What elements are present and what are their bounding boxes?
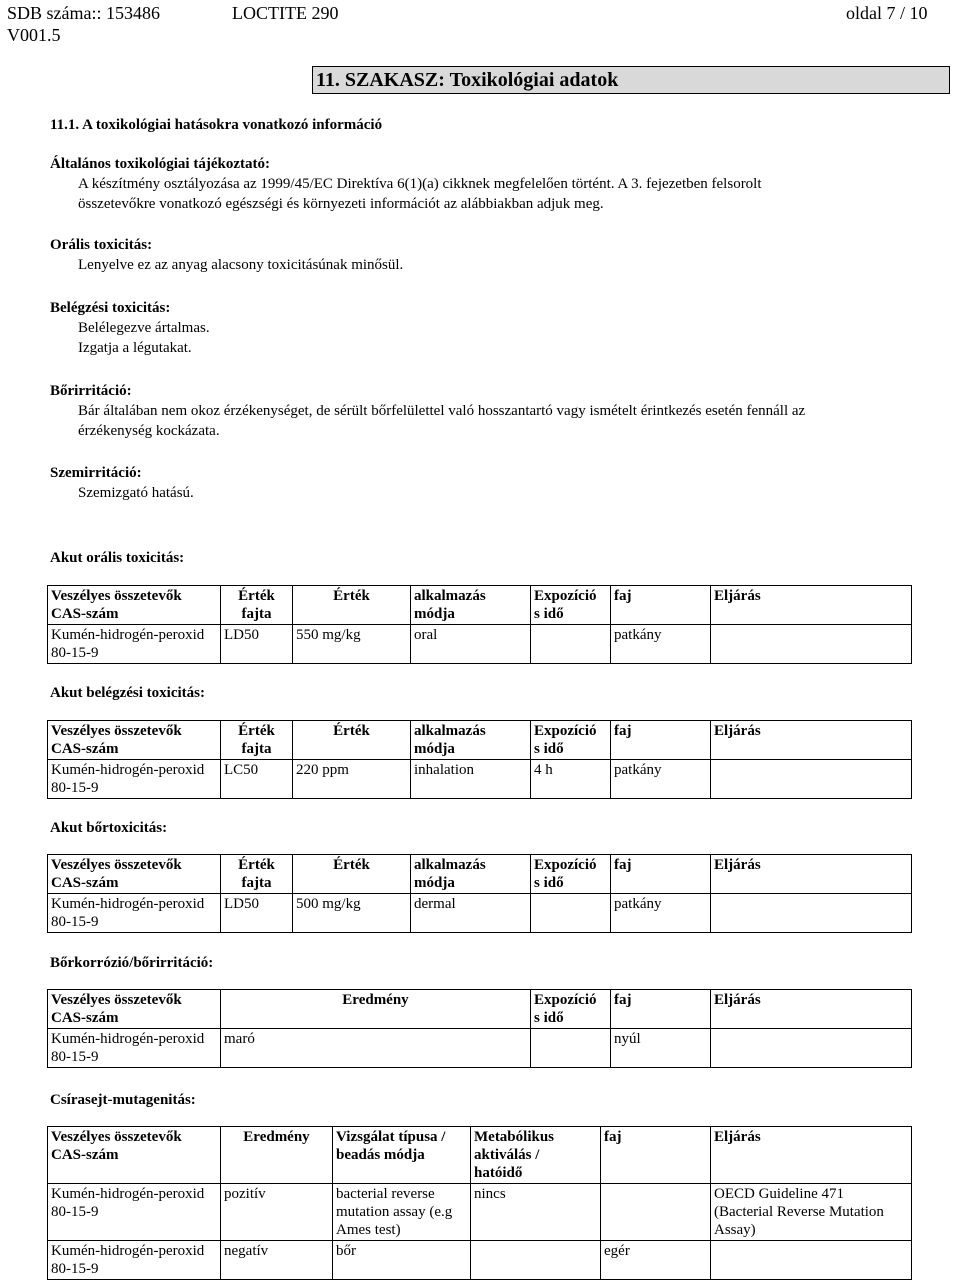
test-type-cell: bőr — [333, 1241, 471, 1280]
exposure-header: Expozíció s idő — [531, 586, 611, 625]
method-header: Eljárás — [711, 855, 912, 894]
species-cell: patkány — [611, 625, 711, 664]
mutagen-table — [47, 1126, 912, 1280]
test-type-cell: bacterial reverse mutation assay (e.g Ames test) — [333, 1184, 471, 1241]
species-header: faj — [611, 990, 711, 1029]
exposure-header: Expozíció s idő — [531, 990, 611, 1029]
route-cell: oral — [411, 625, 531, 664]
value-type-cell: LC50 — [221, 760, 293, 799]
table-row — [48, 1184, 912, 1241]
table-header-row — [48, 721, 912, 760]
skin-text-2: érzékenység kockázata. — [78, 423, 220, 439]
acute-inhal-heading: Akut belégzési toxicitás: — [50, 685, 205, 701]
skin-text-1: Bár általában nem okoz érzékenységet, de sérült bőrfelülettel való hosszantartó vagy ismételt érintkezés esetén fennáll az — [78, 403, 806, 419]
species-cell — [601, 1184, 711, 1241]
value-type-header: Érték fajta — [221, 721, 293, 760]
page-number: oldal 7 / 10 — [846, 3, 928, 23]
exposure-cell — [531, 1029, 611, 1068]
inhal-heading: Belégzési toxicitás: — [50, 300, 171, 316]
exposure-header: Expozíció s idő — [531, 721, 611, 760]
method-cell — [711, 625, 912, 664]
value-type-cell: LD50 — [221, 625, 293, 664]
acute-dermal-heading: Akut bőrtoxicitás: — [50, 820, 168, 836]
general-text-2: összetevőkre vonatkozó egészségi és környezeti információt az alábbiakban adjuk meg. — [78, 196, 604, 212]
value-cell: 220 ppm — [293, 760, 411, 799]
ingredient-header: Veszélyes összetevők CAS-szám — [48, 1127, 221, 1184]
method-cell — [711, 760, 912, 799]
species-header: faj — [601, 1127, 711, 1184]
table-row — [48, 894, 912, 933]
oral-heading: Orális toxicitás: — [50, 237, 153, 253]
table-header-row — [48, 855, 912, 894]
acute-oral-heading: Akut orális toxicitás: — [50, 550, 185, 566]
result-cell: negatív — [221, 1241, 333, 1280]
eye-text: Szemizgató hatású. — [78, 485, 194, 501]
exposure-header: Expozíció s idő — [531, 855, 611, 894]
method-cell — [711, 1241, 912, 1280]
ingredient-header: Veszélyes összetevők CAS-szám — [48, 721, 221, 760]
exposure-cell — [531, 894, 611, 933]
skin-heading: Bőrirritáció: — [50, 383, 132, 399]
species-cell: nyúl — [611, 1029, 711, 1068]
test-type-header: Vizsgálat típusa / beadás módja — [333, 1127, 471, 1184]
table-header-row — [48, 990, 912, 1029]
method-header: Eljárás — [711, 990, 912, 1029]
table-row — [48, 625, 912, 664]
inhal-text-2: Izgatja a légutakat. — [78, 340, 192, 356]
route-cell: dermal — [411, 894, 531, 933]
metabolic-cell: nincs — [471, 1184, 601, 1241]
version: V001.5 — [7, 25, 61, 45]
corrosion-heading: Bőrkorrózió/bőrirritáció: — [50, 955, 214, 971]
section-title: 11. SZAKASZ: Toxikológiai adatok — [312, 66, 950, 94]
ingredient-cell: Kumén-hidrogén-peroxid 80-15-9 — [48, 625, 221, 664]
species-header: faj — [611, 855, 711, 894]
method-header: Eljárás — [711, 1127, 912, 1184]
acute-oral-table — [47, 585, 912, 664]
product-name: LOCTITE 290 — [232, 3, 339, 23]
inhal-text-1: Belélegezve ártalmas. — [78, 320, 210, 336]
value-header: Érték — [293, 855, 411, 894]
route-header: alkalmazás módja — [411, 855, 531, 894]
method-cell — [711, 1029, 912, 1068]
result-header: Eredmény — [221, 990, 531, 1029]
species-header: faj — [611, 586, 711, 625]
ingredient-cell: Kumén-hidrogén-peroxid 80-15-9 — [48, 760, 221, 799]
value-type-header: Érték fajta — [221, 855, 293, 894]
table-row — [48, 1241, 912, 1280]
exposure-cell: 4 h — [531, 760, 611, 799]
route-header: alkalmazás módja — [411, 721, 531, 760]
ingredient-header: Veszélyes összetevők CAS-szám — [48, 990, 221, 1029]
value-header: Érték — [293, 721, 411, 760]
table-row — [48, 1029, 912, 1068]
ingredient-cell: Kumén-hidrogén-peroxid 80-15-9 — [48, 1029, 221, 1068]
species-cell: patkány — [611, 760, 711, 799]
subsection-title: 11.1. A toxikológiai hatásokra vonatkozó információ — [50, 117, 383, 133]
table-header-row — [48, 1127, 912, 1184]
value-cell: 500 mg/kg — [293, 894, 411, 933]
general-heading: Általános toxikológiai tájékoztató: — [50, 156, 270, 172]
value-cell: 550 mg/kg — [293, 625, 411, 664]
ingredient-header: Veszélyes összetevők CAS-szám — [48, 586, 221, 625]
metabolic-header: Metabólikus aktiválás / hatóidő — [471, 1127, 601, 1184]
acute-dermal-table — [47, 854, 912, 933]
species-header: faj — [611, 721, 711, 760]
mutagen-heading: Csírasejt-mutagenitás: — [50, 1092, 196, 1108]
species-cell: egér — [601, 1241, 711, 1280]
route-cell: inhalation — [411, 760, 531, 799]
corrosion-table — [47, 989, 912, 1068]
ingredient-cell: Kumén-hidrogén-peroxid 80-15-9 — [48, 1184, 221, 1241]
method-header: Eljárás — [711, 721, 912, 760]
value-type-cell: LD50 — [221, 894, 293, 933]
acute-inhal-table — [47, 720, 912, 799]
eye-heading: Szemirritáció: — [50, 465, 142, 481]
value-header: Érték — [293, 586, 411, 625]
method-cell: OECD Guideline 471 (Bacterial Reverse Mutation Assay) — [711, 1184, 912, 1241]
metabolic-cell — [471, 1241, 601, 1280]
oral-text: Lenyelve ez az anyag alacsony toxicitásúnak minősül. — [78, 257, 404, 273]
ingredient-cell: Kumén-hidrogén-peroxid 80-15-9 — [48, 894, 221, 933]
ingredient-cell: Kumén-hidrogén-peroxid 80-15-9 — [48, 1241, 221, 1280]
result-cell: pozitív — [221, 1184, 333, 1241]
result-cell: maró — [221, 1029, 531, 1068]
route-header: alkalmazás módja — [411, 586, 531, 625]
exposure-cell — [531, 625, 611, 664]
method-cell — [711, 894, 912, 933]
table-row — [48, 760, 912, 799]
value-type-header: Érték fajta — [221, 586, 293, 625]
general-text-1: A készítmény osztályozása az 1999/45/EC Direktíva 6(1)(a) cikknek megfelelően történt. A 3. fejezetben felsorolt — [78, 176, 762, 192]
result-header: Eredmény — [221, 1127, 333, 1184]
ingredient-header: Veszélyes összetevők CAS-szám — [48, 855, 221, 894]
table-header-row — [48, 586, 912, 625]
sdb-number: SDB száma:: 153486 — [7, 3, 160, 23]
species-cell: patkány — [611, 894, 711, 933]
method-header: Eljárás — [711, 586, 912, 625]
